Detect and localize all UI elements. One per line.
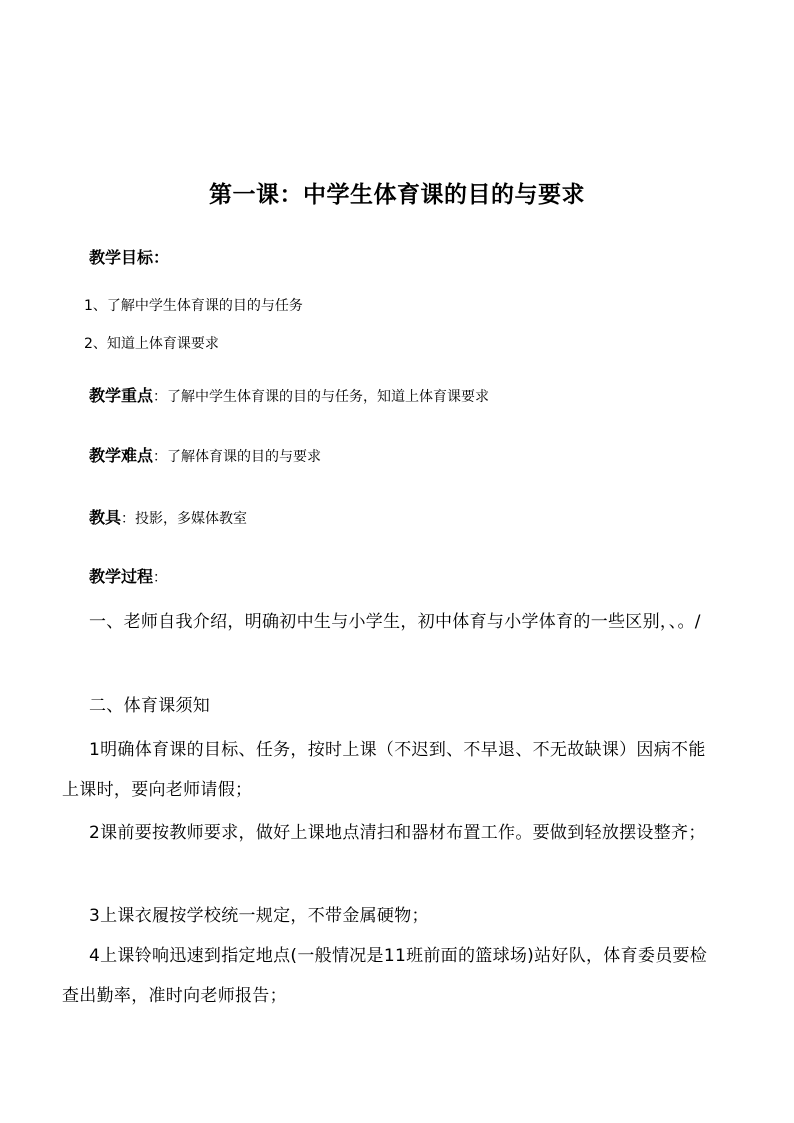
document-title: 第一课：中学生体育课的目的与要求 xyxy=(209,181,585,208)
key-point-line xyxy=(89,385,489,408)
objectives-heading: 教学目标： xyxy=(89,248,170,267)
process-label: 教学过程 xyxy=(89,567,154,586)
objective-item-2: 2、知道上体育课要求 xyxy=(84,336,219,352)
paragraph-rule-3: 3上课衣履按学校统一规定，不带金属硬物； xyxy=(89,906,429,926)
paragraph-rule-4: 4上课铃响迅速到指定地点(一般情况是11班前面的篮球场)站好队，体育委员要检查出勤率，准时向老师报告； xyxy=(62,946,708,1006)
process-line xyxy=(89,566,167,589)
tools-label: 教具 xyxy=(89,508,122,527)
difficulty-label: 教学难点 xyxy=(89,446,154,465)
difficulty-line xyxy=(89,445,321,468)
objective-item-1: 1、了解中学生体育课的目的与任务 xyxy=(84,298,303,314)
paragraph-section-two: 二、体育课须知 xyxy=(89,696,211,716)
key-point-label: 教学重点 xyxy=(89,386,154,405)
paragraph-rule-1: 1明确体育课的目标、任务，按时上课（不迟到、不早退、不无故缺课）因病不能上课时，要向老师请假； xyxy=(62,740,706,800)
paragraph-intro: 一、老师自我介绍，明确初中生与小学生，初中体育与小学体育的一些区别，、。/ xyxy=(89,612,701,632)
tools-value: ：投影，多媒体教室 xyxy=(121,511,248,527)
difficulty-value: ：了解体育课的目的与要求 xyxy=(153,449,322,465)
paragraph-rule-2: 2课前要按教师要求，做好上课地点清扫和器材布置工作。要做到轻放摆设整齐； xyxy=(89,823,706,843)
key-point-value: ：了解中学生体育课的目的与任务，知道上体育课要求 xyxy=(153,389,490,405)
process-value: ： xyxy=(153,570,168,586)
tools-line xyxy=(89,507,247,530)
